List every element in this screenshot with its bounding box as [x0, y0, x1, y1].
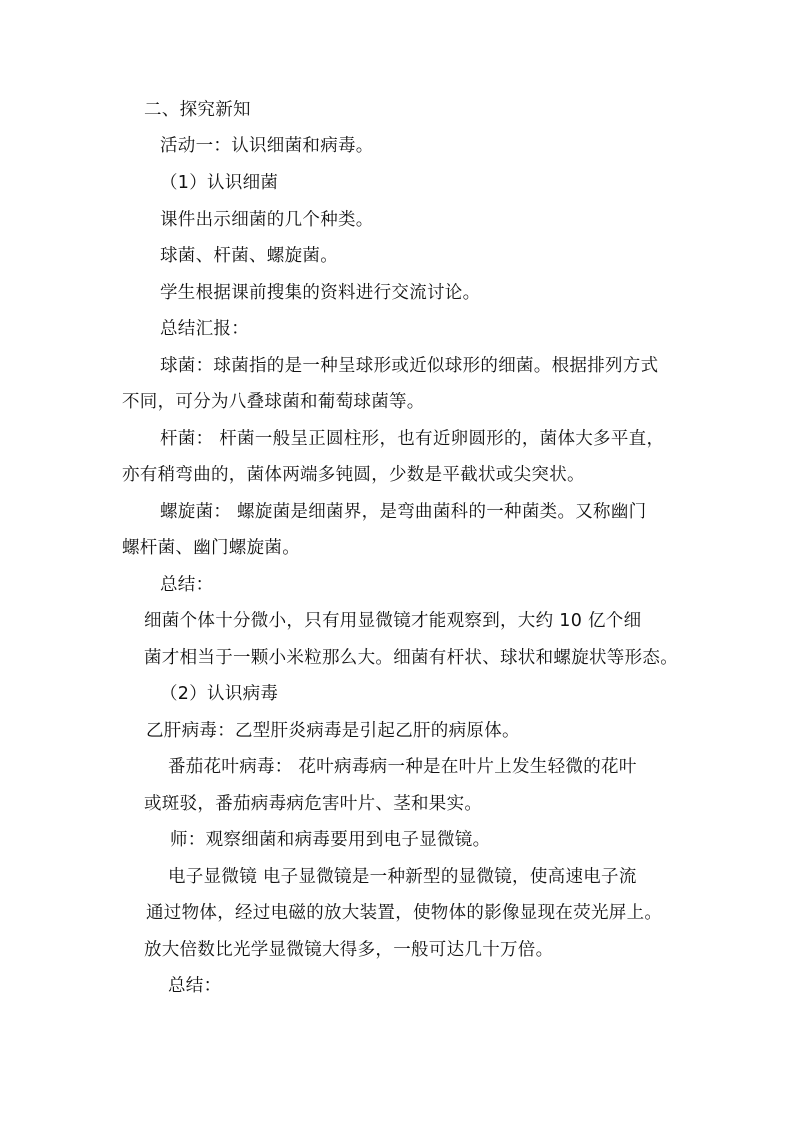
paragraph-line: 电子显微镜 电子显微镜是一种新型的显微镜，使高速电子流 — [168, 867, 637, 887]
paragraph-line: 放大倍数比光学显微镜大得多，一般可达几十万倍。 — [144, 940, 554, 960]
paragraph-line: 螺杆菌、幽门螺旋菌。 — [122, 538, 300, 558]
paragraph-line: 通过物体，经过电磁的放大装置，使物体的影像显现在荧光屏上。 — [146, 903, 663, 923]
paragraph-line: 球菌：球菌指的是一种呈球形或近似球形的细菌。根据排列方式 — [160, 356, 659, 376]
paragraph-line: 番茄花叶病毒： 花叶病毒病一种是在叶片上发生轻微的花叶 — [168, 757, 637, 777]
paragraph-line: 螺旋菌： 螺旋菌是细菌界，是弯曲菌科的一种菌类。又称幽门 — [160, 502, 647, 522]
paragraph-line: 总结： — [160, 575, 214, 595]
paragraph-line: 杆菌： 杆菌一般呈正圆柱形，也有近卵圆形的，菌体大多平直， — [160, 429, 665, 449]
paragraph-line: 师：观察细菌和病毒要用到电子显微镜。 — [170, 830, 491, 850]
paragraph-line: 亦有稍弯曲的，菌体两端多钝圆，少数是平截状或尖突状。 — [122, 465, 585, 485]
paragraph-line: 或斑驳，番茄病毒病危害叶片、茎和果实。 — [144, 794, 483, 814]
subsection-heading: （2）认识病毒 — [160, 684, 279, 704]
paragraph-line: 学生根据课前搜集的资料进行交流讨论。 — [160, 283, 481, 303]
section-heading: 二、探究新知 — [144, 100, 251, 120]
subsection-heading: （1）认识细菌 — [160, 173, 279, 193]
paragraph-line: 课件出示细菌的几个种类。 — [160, 210, 374, 230]
paragraph-line: 细菌个体十分微小，只有用显微镜才能观察到，大约 10 亿个细 — [144, 611, 642, 631]
activity-heading: 活动一：认识细菌和病毒。 — [160, 136, 374, 156]
paragraph-line: 菌才相当于一颗小米粒那么大。细菌有杆状、球状和螺旋状等形态。 — [144, 648, 678, 668]
paragraph-line: 球菌、杆菌、螺旋菌。 — [160, 246, 338, 266]
paragraph-line: 总结汇报： — [160, 319, 249, 339]
paragraph-line: 总结： — [168, 976, 222, 996]
paragraph-line: 乙肝病毒：乙型肝炎病毒是引起乙肝的病原体。 — [146, 721, 520, 741]
paragraph-line: 不同，可分为八叠球菌和葡萄球菌等。 — [122, 392, 425, 412]
